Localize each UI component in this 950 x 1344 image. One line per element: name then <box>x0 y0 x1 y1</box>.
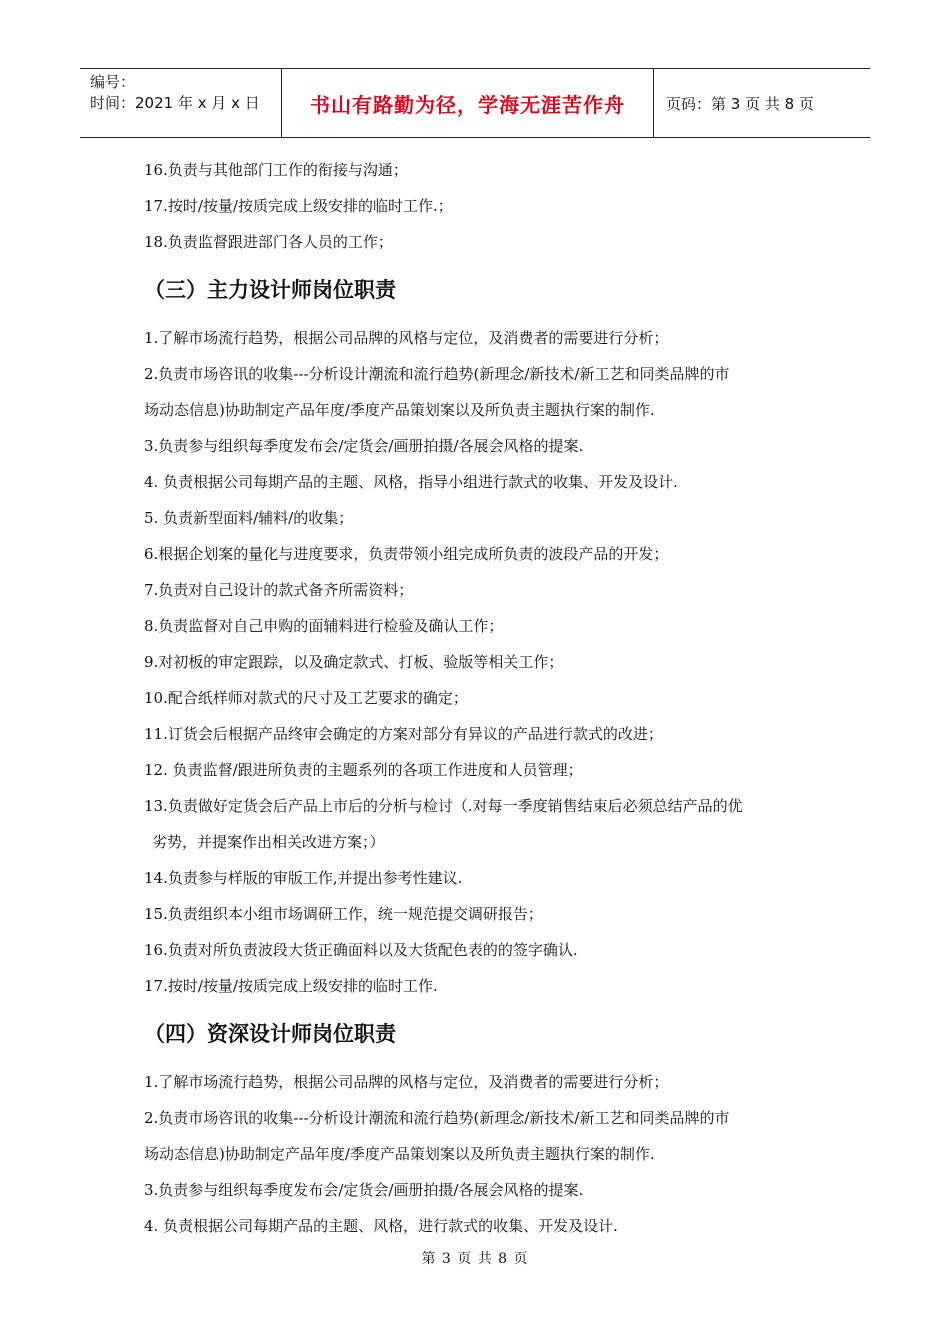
list-item: 1.了解市场流行趋势，根据公司品牌的风格与定位，及消费者的需要进行分析； <box>144 329 669 347</box>
list-item: 8.负责监督对自己申购的面辅料进行检验及确认工作； <box>144 617 504 635</box>
list-item-continuation: 劣势，并提案作出相关改进方案；） <box>152 833 385 851</box>
list-item: 13.负责做好定货会后产品上市后的分析与检讨（.对每一季度销售结束后必须总结产品的优 <box>144 797 743 815</box>
document-number-label: 编号： <box>90 73 136 91</box>
list-item: 9.对初板的审定跟踪，以及确定款式、打板、验版等相关工作； <box>144 653 564 671</box>
header-meta <box>80 69 282 137</box>
list-item: 11.订货会后根据产品终审会确定的方案对部分有异议的产品进行款式的改进； <box>144 725 663 743</box>
page-footer: 第 3 页 共 8 页 <box>421 1251 529 1267</box>
list-item: 17.按时/按量/按质完成上级安排的临时工作.； <box>144 197 453 215</box>
section-3-heading: （三）主力设计师岗位职责 <box>144 278 396 302</box>
list-item: 2.负责市场咨讯的收集---分析设计潮流和流行趋势(新理念/新技术/新工艺和同类品牌的市 <box>144 1109 730 1127</box>
list-item: 14.负责参与样版的审版工作,并提出参考性建议. <box>144 869 463 887</box>
list-item: 7.负责对自己设计的款式备齐所需资料； <box>144 581 414 599</box>
list-item: 3.负责参与组织每季度发布会/定货会/画册拍摄/各展会风格的提案. <box>144 437 584 455</box>
list-item: 6.根据企划案的量化与进度要求，负责带领小组完成所负责的波段产品的开发； <box>144 545 669 563</box>
list-item-continuation: 场动态信息)协助制定产品年度/季度产品策划案以及所负责主题执行案的制作. <box>144 401 655 419</box>
list-item: 2.负责市场咨讯的收集---分析设计潮流和流行趋势(新理念/新技术/新工艺和同类品牌的市 <box>144 365 730 383</box>
list-item: 17.按时/按量/按质完成上级安排的临时工作. <box>144 977 438 995</box>
document-time-label: 时间：2021 年 x 月 x 日 <box>90 94 260 112</box>
list-item: 4. 负责根据公司每期产品的主题、风格，指导小组进行款式的收集、开发及设计. <box>144 473 678 491</box>
document-body <box>144 152 824 1244</box>
list-item: 4. 负责根据公司每期产品的主题、风格，进行款式的收集、开发及设计. <box>144 1217 618 1235</box>
list-item: 10.配合纸样师对款式的尺寸及工艺要求的确定； <box>144 689 468 707</box>
list-item: 15.负责组织本小组市场调研工作，统一规范提交调研报告； <box>144 905 543 923</box>
header-motto: 书山有路勤为径，学海无涯苦作舟 <box>282 69 654 137</box>
list-item: 16.负责与其他部门工作的衔接与沟通； <box>144 161 408 179</box>
list-item: 3.负责参与组织每季度发布会/定货会/画册拍摄/各展会风格的提案. <box>144 1181 584 1199</box>
page-header <box>80 68 870 138</box>
list-item: 5. 负责新型面料/辅料/的收集； <box>144 509 354 527</box>
header-page-label: 页码：第 3 页 共 8 页 <box>666 94 814 113</box>
list-item: 1.了解市场流行趋势，根据公司品牌的风格与定位，及消费者的需要进行分析； <box>144 1073 669 1091</box>
list-item: 12. 负责监督/跟进所负责的主题系列的各项工作进度和人员管理； <box>144 761 583 779</box>
list-item: 16.负责对所负责波段大货正确面料以及大货配色表的的签字确认. <box>144 941 578 959</box>
list-item-continuation: 场动态信息)协助制定产品年度/季度产品策划案以及所负责主题执行案的制作. <box>144 1145 655 1163</box>
list-item: 18.负责监督跟进部门各人员的工作； <box>144 233 393 251</box>
section-4-heading: （四）资深设计师岗位职责 <box>144 1022 396 1046</box>
